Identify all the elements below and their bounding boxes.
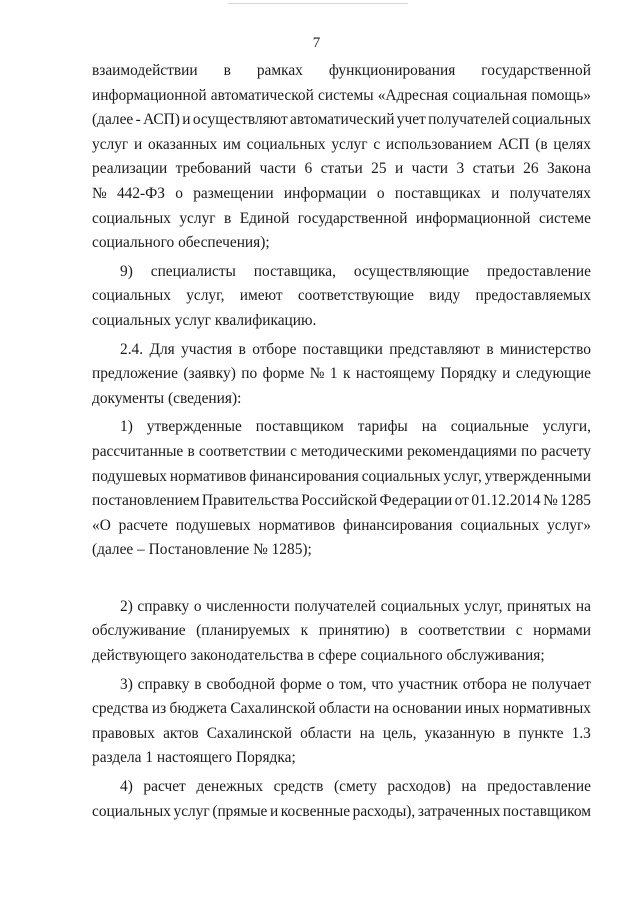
word: на [461,778,477,796]
word: 1.3 [571,724,591,742]
word: участия [181,340,233,358]
word: поставщиком [255,418,344,436]
word: социальных [92,287,171,305]
word: социальных [512,111,591,129]
word: государственной [297,209,408,227]
word: 9) [120,262,133,280]
word: бюджета [169,700,227,718]
word: расчет [143,778,186,796]
word: и [133,135,143,153]
word: в [187,442,195,460]
word: нормативов [258,516,336,534]
word: том, [339,675,367,693]
word: методическими [301,442,403,460]
word: помощь» [531,86,591,104]
word: представляют [389,340,480,358]
word: рамках [256,62,303,79]
text-line [92,489,591,514]
word: и [269,802,279,820]
word: расходов) [387,778,451,796]
word: Сахалинской [206,724,292,742]
text-line [92,207,591,232]
text-line [92,133,591,158]
word: актов [163,724,199,742]
word: средств [273,778,324,796]
word: - [135,111,141,129]
text-line [92,722,591,747]
word: специалисты [150,262,236,280]
word: предложение [92,365,178,383]
word: свободной [206,675,276,693]
word: осуществляющие [353,262,470,280]
word: справку [137,597,190,615]
word: подушевых [92,467,167,485]
word: 442-ФЗ [116,184,166,202]
word: предоставление [487,778,591,796]
word: № [309,365,325,383]
word: функционирования [328,62,456,79]
word: получателей [428,111,510,129]
word: на [421,418,437,436]
word: размещении [193,184,274,202]
text-line [92,260,591,285]
text-line [92,514,591,539]
word: виду [429,287,461,305]
word: с [515,622,523,640]
paragraph [92,338,591,412]
word: социальных [460,516,540,534]
word: численности [206,597,290,615]
word: косвенные [280,802,351,820]
word: учет [396,111,426,129]
word: нормативов [169,467,247,485]
text-line [92,673,591,698]
word: «О [92,516,111,534]
word: поставщиках [394,184,481,202]
text-line [92,800,591,825]
word: с [290,442,297,460]
word: правовых [92,724,155,742]
word: цель, [382,724,417,742]
word: информационной [92,86,207,104]
word: Закона [546,160,591,178]
word: с [373,135,381,153]
word: услуг, [443,467,482,485]
text-line: социального обеспечения); [92,234,270,252]
word: системы [318,86,374,104]
text-line [92,157,591,182]
word: на [373,700,389,718]
word: реализации [92,160,168,178]
word: взаимодействии [92,62,198,79]
word: предоставление [487,262,591,280]
word: социальных [361,467,441,485]
word: Порядку [440,365,497,383]
word: о [376,184,385,202]
word: соответствии [418,622,506,640]
text-line [92,440,591,465]
word: области [300,724,352,742]
text-line: документы (сведения): [92,389,242,407]
word: 1) [120,418,133,436]
word: из [151,700,167,718]
word: 3 [456,160,465,178]
text-line [92,84,591,109]
word: в [194,675,202,693]
word: услуг, [464,597,503,615]
word: что [371,675,394,693]
word: к [300,622,309,640]
word: статьи [320,160,363,178]
document-body [92,59,591,824]
word: использованием [385,135,493,153]
word: социальных [380,597,460,615]
word: № [543,492,558,510]
word: автоматический [290,111,395,129]
word: в [400,622,408,640]
word: принятых [507,597,572,615]
text-line [92,182,591,207]
word: форме [279,675,322,693]
word: указанную [424,724,495,742]
word: Федерации [379,492,453,510]
paragraph [92,595,591,669]
text-line [92,338,591,363]
word: услуг, [186,287,225,305]
word: (планируемых [196,622,291,640]
word: денежных [196,778,264,796]
word: к [342,365,351,383]
word: поставщиком [502,802,591,820]
text-line [92,595,591,620]
word: осуществляют [192,111,288,129]
word: в [486,340,494,358]
word: по [241,365,258,383]
word: расчете [118,516,168,534]
word: утвержденные [146,418,242,436]
word: в [223,62,231,79]
word: части [411,160,449,178]
word: области [318,700,371,718]
word: услуг [331,135,368,153]
word: социальная [452,86,528,104]
word: (далее [92,111,134,129]
word: по [520,442,537,460]
word: системе [538,209,591,227]
word: утвержденными [484,467,591,485]
word: рассчитанные [92,442,184,460]
word: основании [392,700,462,718]
word: соответствующие [297,287,414,305]
word: средства [92,700,149,718]
word: участник [398,675,458,693]
word: услуг [92,135,129,153]
word: поставщики [302,340,383,358]
word: «Адресная [377,86,449,104]
word: о [326,675,335,693]
paragraph [92,415,591,563]
word: услуги, [542,418,591,436]
word: отборе [252,340,297,358]
word: принятию) [318,622,390,640]
word: получает [531,675,591,693]
word: 1285 [560,492,591,510]
word: следующие [515,365,591,383]
text-line [92,284,591,309]
word: 01.12.2014 [471,492,541,510]
word: (в [535,135,548,153]
word: на [575,597,591,615]
text-line [92,362,591,387]
word: услуг [179,209,216,227]
paragraph [92,59,591,256]
word: требований [175,160,252,178]
word: Для [149,340,175,358]
text-line: социальных услуг квалификацию. [92,311,317,329]
word: им [222,135,241,153]
top-scan-line [228,3,408,4]
text-line: (далее – Постановление № 1285); [92,541,312,559]
word: (смету [334,778,377,796]
word: предоставляемых [475,287,591,305]
word: расходы), [352,802,416,820]
word: на [359,724,375,742]
word: подушевых [175,516,251,534]
word: Российской [301,492,378,510]
word: и [502,365,511,383]
text-line: действующего законодательства в сфере социального обслуживания; [92,647,545,665]
word: № [92,184,107,202]
word: министерство [500,340,591,358]
text-line [92,775,591,800]
word: иных [465,700,500,718]
word: пункте [518,724,564,742]
word: о [193,597,202,615]
word: статьи [472,160,515,178]
word: в [224,209,232,227]
word: социальных [246,135,326,153]
word: тарифы [357,418,408,436]
word: финансирования [249,467,359,485]
word: 2) [120,597,133,615]
word: поставщика, [253,262,336,280]
word: целях [553,135,591,153]
word: и [394,160,404,178]
word: не [511,675,527,693]
word: настоящему [355,365,435,383]
word: услуг [173,802,210,820]
word: 1 [329,365,338,383]
text-line [92,108,591,133]
word: (заявку) [183,365,236,383]
word: автоматической [210,86,314,104]
word: соответствии [198,442,286,460]
word: 26 [523,160,539,178]
word: получателях [509,184,591,202]
text-line [92,415,591,440]
word: и [182,111,191,129]
text-line: раздела 1 настоящего Порядка; [92,749,296,767]
text-line [92,619,591,644]
word: постановлением [92,492,200,510]
paragraph [92,775,591,824]
word: части [259,160,297,178]
word: имеют [239,287,283,305]
word: 4) [120,778,133,796]
word: услуг» [547,516,591,534]
word: справку [137,675,190,693]
word: в [503,724,511,742]
word: АСП) [143,111,180,129]
paragraph [92,673,591,771]
word: и [491,184,500,202]
word: нормативных [502,700,591,718]
page-number: 7 [312,35,321,51]
word: Правительства [201,492,299,510]
word: информационной [415,209,531,227]
word: расчету [541,442,591,460]
word: форме [262,365,305,383]
word: затраченных [417,802,501,820]
word: рекомендациями [407,442,517,460]
word: в [238,340,246,358]
word: отбора [462,675,507,693]
word: 2.4. [120,340,144,358]
word: оказанных [147,135,218,153]
word: Единой [239,209,290,227]
word: АСП [497,135,530,153]
text-line [92,59,591,84]
paragraph [92,260,591,334]
word: 6 [304,160,313,178]
word: социальных [92,802,171,820]
word: государственной [481,62,591,79]
word: 3) [120,675,133,693]
word: информации [283,184,367,202]
word: (прямые [212,802,268,820]
word: получателей [294,597,376,615]
word: о [175,184,183,202]
word: социальных [92,209,171,227]
word: нормами [533,622,591,640]
word: обслуживание [92,622,186,640]
word: от [454,492,469,510]
word: 25 [371,160,387,178]
text-line [92,465,591,490]
word: финансирования [342,516,453,534]
word: Сахалинской [230,700,316,718]
text-line [92,697,591,722]
word: социальные [450,418,529,436]
